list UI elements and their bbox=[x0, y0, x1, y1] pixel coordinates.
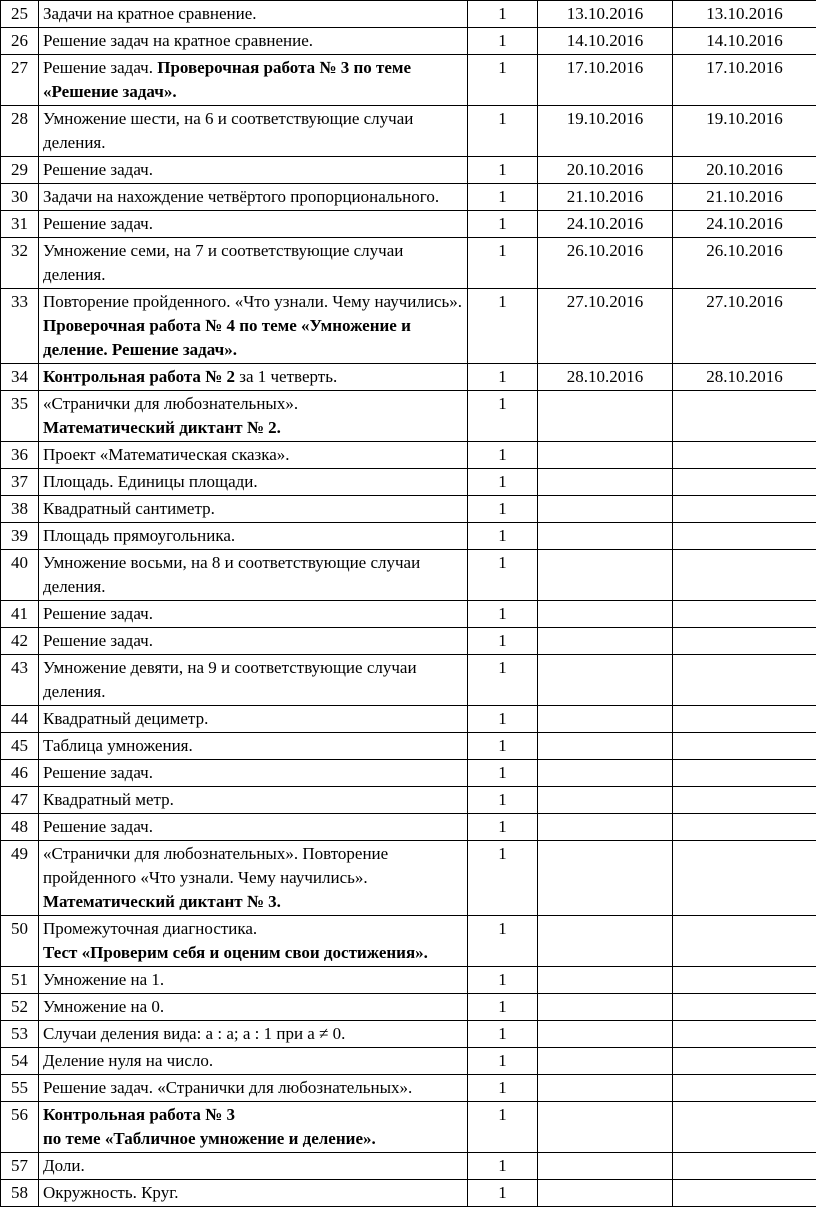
table-row bbox=[1, 1153, 816, 1180]
table-row bbox=[1, 1180, 816, 1207]
topic-text: Квадратный метр. bbox=[43, 790, 174, 809]
actual-date-cell bbox=[673, 496, 816, 523]
table-row bbox=[1, 655, 816, 706]
hours-cell: 1 bbox=[468, 1180, 538, 1207]
row-number-cell: 25 bbox=[1, 1, 39, 28]
topic-cell bbox=[39, 733, 468, 760]
topic-text: «Странички для любознательных». bbox=[43, 394, 299, 413]
planned-date-cell: 14.10.2016 bbox=[538, 28, 673, 55]
topic-cell bbox=[39, 469, 468, 496]
planned-date-cell bbox=[538, 916, 673, 967]
topic-cell bbox=[39, 1, 468, 28]
hours-cell: 1 bbox=[468, 523, 538, 550]
topic-cell bbox=[39, 787, 468, 814]
topic-cell bbox=[39, 28, 468, 55]
topic-cell bbox=[39, 1153, 468, 1180]
actual-date-cell bbox=[673, 994, 816, 1021]
hours-cell: 1 bbox=[468, 655, 538, 706]
actual-date-cell: 24.10.2016 bbox=[673, 211, 816, 238]
planned-date-cell bbox=[538, 655, 673, 706]
hours-cell: 1 bbox=[468, 28, 538, 55]
actual-date-cell bbox=[673, 655, 816, 706]
topic-text: Повторение пройденного. «Что узнали. Чему научились». bbox=[43, 292, 463, 311]
hours-cell: 1 bbox=[468, 1153, 538, 1180]
actual-date-cell bbox=[673, 787, 816, 814]
table-row bbox=[1, 28, 816, 55]
topic-cell bbox=[39, 967, 468, 994]
actual-date-cell: 26.10.2016 bbox=[673, 238, 816, 289]
topic-cell bbox=[39, 289, 468, 364]
topic-text: «Странички для любознательных». Повторение пройденного «Что узнали. Чему научились». bbox=[43, 844, 389, 887]
row-number-cell: 26 bbox=[1, 28, 39, 55]
topic-text: Решение задач. «Странички для любознательных». bbox=[43, 1078, 413, 1097]
table-row bbox=[1, 706, 816, 733]
topic-text-bold: Проверочная работа № 4 по теме «Умножение и деление. Решение задач». bbox=[43, 316, 411, 359]
planned-date-cell bbox=[538, 1180, 673, 1207]
table-row bbox=[1, 1021, 816, 1048]
actual-date-cell bbox=[673, 1180, 816, 1207]
topic-text: Умножение шести, на 6 и соответствующие случаи деления. bbox=[43, 109, 414, 152]
topic-cell bbox=[39, 814, 468, 841]
table-row bbox=[1, 760, 816, 787]
table-row bbox=[1, 364, 816, 391]
actual-date-cell bbox=[673, 601, 816, 628]
row-number-cell: 33 bbox=[1, 289, 39, 364]
row-number-cell: 52 bbox=[1, 994, 39, 1021]
topic-cell bbox=[39, 157, 468, 184]
hours-cell: 1 bbox=[468, 106, 538, 157]
actual-date-cell: 21.10.2016 bbox=[673, 184, 816, 211]
actual-date-cell bbox=[673, 760, 816, 787]
table-row bbox=[1, 496, 816, 523]
planned-date-cell: 24.10.2016 bbox=[538, 211, 673, 238]
actual-date-cell bbox=[673, 916, 816, 967]
planned-date-cell: 19.10.2016 bbox=[538, 106, 673, 157]
topic-text: Деление нуля на число. bbox=[43, 1051, 214, 1070]
actual-date-cell bbox=[673, 550, 816, 601]
planned-date-cell bbox=[538, 523, 673, 550]
topic-text: Решение задач. bbox=[43, 604, 153, 623]
table-row bbox=[1, 523, 816, 550]
row-number-cell: 49 bbox=[1, 841, 39, 916]
planned-date-cell bbox=[538, 550, 673, 601]
actual-date-cell bbox=[673, 1153, 816, 1180]
row-number-cell: 34 bbox=[1, 364, 39, 391]
topic-text: Умножение на 1. bbox=[43, 970, 165, 989]
topic-text: Решение задач. bbox=[43, 214, 153, 233]
topic-cell bbox=[39, 496, 468, 523]
topic-text-bold: Контрольная работа № 3 bbox=[43, 1105, 235, 1124]
planned-date-cell bbox=[538, 967, 673, 994]
topic-cell bbox=[39, 655, 468, 706]
row-number-cell: 45 bbox=[1, 733, 39, 760]
table-row bbox=[1, 601, 816, 628]
hours-cell: 1 bbox=[468, 706, 538, 733]
topic-cell bbox=[39, 523, 468, 550]
topic-text-bold: Математический диктант № 3. bbox=[43, 892, 281, 911]
row-number-cell: 40 bbox=[1, 550, 39, 601]
planned-date-cell bbox=[538, 760, 673, 787]
actual-date-cell: 14.10.2016 bbox=[673, 28, 816, 55]
hours-cell: 1 bbox=[468, 814, 538, 841]
row-number-cell: 51 bbox=[1, 967, 39, 994]
topic-cell bbox=[39, 55, 468, 106]
row-number-cell: 56 bbox=[1, 1102, 39, 1153]
row-number-cell: 29 bbox=[1, 157, 39, 184]
actual-date-cell bbox=[673, 706, 816, 733]
planned-date-cell bbox=[538, 496, 673, 523]
topic-text: Решение задач. bbox=[43, 763, 153, 782]
topic-cell bbox=[39, 442, 468, 469]
planned-date-cell bbox=[538, 628, 673, 655]
topic-text-bold: Тест «Проверим себя и оценим свои достижения». bbox=[43, 943, 428, 962]
row-number-cell: 54 bbox=[1, 1048, 39, 1075]
hours-cell: 1 bbox=[468, 1075, 538, 1102]
hours-cell: 1 bbox=[468, 442, 538, 469]
topic-text: Решение задач. bbox=[43, 817, 153, 836]
hours-cell: 1 bbox=[468, 1048, 538, 1075]
actual-date-cell bbox=[673, 841, 816, 916]
actual-date-cell bbox=[673, 523, 816, 550]
hours-cell: 1 bbox=[468, 469, 538, 496]
planned-date-cell bbox=[538, 994, 673, 1021]
table-row bbox=[1, 289, 816, 364]
table-row bbox=[1, 157, 816, 184]
actual-date-cell: 28.10.2016 bbox=[673, 364, 816, 391]
topic-text: Проект «Математическая сказка». bbox=[43, 445, 290, 464]
table-row bbox=[1, 787, 816, 814]
topic-text: Площадь. Единицы площади. bbox=[43, 472, 258, 491]
row-number-cell: 42 bbox=[1, 628, 39, 655]
planned-date-cell bbox=[538, 1021, 673, 1048]
lesson-plan-table-body bbox=[1, 1, 816, 1207]
topic-text: Доли. bbox=[43, 1156, 85, 1175]
topic-text-bold: Контрольная работа № 2 bbox=[43, 367, 235, 386]
table-row bbox=[1, 1102, 816, 1153]
actual-date-cell bbox=[673, 967, 816, 994]
topic-cell bbox=[39, 550, 468, 601]
actual-date-cell bbox=[673, 1102, 816, 1153]
actual-date-cell: 13.10.2016 bbox=[673, 1, 816, 28]
row-number-cell: 46 bbox=[1, 760, 39, 787]
hours-cell: 1 bbox=[468, 1, 538, 28]
topic-cell bbox=[39, 1048, 468, 1075]
row-number-cell: 32 bbox=[1, 238, 39, 289]
row-number-cell: 27 bbox=[1, 55, 39, 106]
topic-text: Квадратный дециметр. bbox=[43, 709, 209, 728]
actual-date-cell: 27.10.2016 bbox=[673, 289, 816, 364]
planned-date-cell bbox=[538, 706, 673, 733]
topic-text: Решение задач на кратное сравнение. bbox=[43, 31, 314, 50]
planned-date-cell: 26.10.2016 bbox=[538, 238, 673, 289]
row-number-cell: 44 bbox=[1, 706, 39, 733]
row-number-cell: 58 bbox=[1, 1180, 39, 1207]
table-row bbox=[1, 967, 816, 994]
table-row bbox=[1, 1048, 816, 1075]
planned-date-cell: 27.10.2016 bbox=[538, 289, 673, 364]
table-row bbox=[1, 238, 816, 289]
planned-date-cell: 13.10.2016 bbox=[538, 1, 673, 28]
topic-text: Таблица умножения. bbox=[43, 736, 193, 755]
planned-date-cell bbox=[538, 1075, 673, 1102]
topic-text: за 1 четверть. bbox=[234, 367, 338, 386]
topic-text: Умножение на 0. bbox=[43, 997, 165, 1016]
topic-text-bold: Математический диктант № 2. bbox=[43, 418, 281, 437]
actual-date-cell bbox=[673, 1048, 816, 1075]
topic-text-bold: Проверочная работа № 3 по теме «Решение задач». bbox=[43, 58, 412, 101]
topic-cell bbox=[39, 1180, 468, 1207]
planned-date-cell: 17.10.2016 bbox=[538, 55, 673, 106]
topic-cell bbox=[39, 391, 468, 442]
hours-cell: 1 bbox=[468, 994, 538, 1021]
planned-date-cell bbox=[538, 442, 673, 469]
topic-text: Промежуточная диагностика. bbox=[43, 919, 258, 938]
hours-cell: 1 bbox=[468, 967, 538, 994]
table-row bbox=[1, 916, 816, 967]
row-number-cell: 38 bbox=[1, 496, 39, 523]
topic-cell bbox=[39, 841, 468, 916]
actual-date-cell: 20.10.2016 bbox=[673, 157, 816, 184]
topic-text: Умножение восьми, на 8 и соответствующие случаи деления. bbox=[43, 553, 421, 596]
topic-cell bbox=[39, 238, 468, 289]
hours-cell: 1 bbox=[468, 550, 538, 601]
topic-text: Решение задач. bbox=[43, 631, 153, 650]
planned-date-cell: 20.10.2016 bbox=[538, 157, 673, 184]
topic-cell bbox=[39, 1102, 468, 1153]
hours-cell: 1 bbox=[468, 760, 538, 787]
topic-text: Решение задач. bbox=[43, 58, 158, 77]
planned-date-cell: 28.10.2016 bbox=[538, 364, 673, 391]
hours-cell: 1 bbox=[468, 916, 538, 967]
topic-cell bbox=[39, 760, 468, 787]
topic-text-bold: по теме «Табличное умножение и деление». bbox=[43, 1129, 376, 1148]
hours-cell: 1 bbox=[468, 628, 538, 655]
hours-cell: 1 bbox=[468, 733, 538, 760]
row-number-cell: 35 bbox=[1, 391, 39, 442]
hours-cell: 1 bbox=[468, 496, 538, 523]
table-row bbox=[1, 550, 816, 601]
planned-date-cell bbox=[538, 1102, 673, 1153]
topic-cell bbox=[39, 364, 468, 391]
table-row bbox=[1, 628, 816, 655]
row-number-cell: 55 bbox=[1, 1075, 39, 1102]
topic-text: Умножение семи, на 7 и соответствующие случаи деления. bbox=[43, 241, 404, 284]
topic-text: Окружность. Круг. bbox=[43, 1183, 179, 1202]
topic-text: Задачи на нахождение четвёртого пропорционального. bbox=[43, 187, 440, 206]
topic-cell bbox=[39, 211, 468, 238]
planned-date-cell bbox=[538, 814, 673, 841]
topic-cell bbox=[39, 706, 468, 733]
topic-cell bbox=[39, 628, 468, 655]
planned-date-cell bbox=[538, 841, 673, 916]
row-number-cell: 31 bbox=[1, 211, 39, 238]
topic-text: Квадратный сантиметр. bbox=[43, 499, 215, 518]
topic-cell bbox=[39, 916, 468, 967]
row-number-cell: 36 bbox=[1, 442, 39, 469]
planned-date-cell: 21.10.2016 bbox=[538, 184, 673, 211]
table-row bbox=[1, 442, 816, 469]
actual-date-cell bbox=[673, 442, 816, 469]
row-number-cell: 43 bbox=[1, 655, 39, 706]
hours-cell: 1 bbox=[468, 1102, 538, 1153]
hours-cell: 1 bbox=[468, 364, 538, 391]
table-row bbox=[1, 55, 816, 106]
row-number-cell: 30 bbox=[1, 184, 39, 211]
row-number-cell: 41 bbox=[1, 601, 39, 628]
hours-cell: 1 bbox=[468, 787, 538, 814]
row-number-cell: 50 bbox=[1, 916, 39, 967]
actual-date-cell bbox=[673, 391, 816, 442]
row-number-cell: 57 bbox=[1, 1153, 39, 1180]
row-number-cell: 28 bbox=[1, 106, 39, 157]
planned-date-cell bbox=[538, 787, 673, 814]
hours-cell: 1 bbox=[468, 601, 538, 628]
hours-cell: 1 bbox=[468, 391, 538, 442]
actual-date-cell bbox=[673, 814, 816, 841]
row-number-cell: 48 bbox=[1, 814, 39, 841]
table-row bbox=[1, 814, 816, 841]
actual-date-cell bbox=[673, 628, 816, 655]
actual-date-cell bbox=[673, 1075, 816, 1102]
topic-text: Решение задач. bbox=[43, 160, 153, 179]
planned-date-cell bbox=[538, 1153, 673, 1180]
planned-date-cell bbox=[538, 1048, 673, 1075]
topic-text: Площадь прямоугольника. bbox=[43, 526, 236, 545]
actual-date-cell bbox=[673, 733, 816, 760]
row-number-cell: 47 bbox=[1, 787, 39, 814]
topic-cell bbox=[39, 184, 468, 211]
planned-date-cell bbox=[538, 601, 673, 628]
topic-cell bbox=[39, 1021, 468, 1048]
table-row bbox=[1, 391, 816, 442]
hours-cell: 1 bbox=[468, 211, 538, 238]
topic-cell bbox=[39, 1075, 468, 1102]
table-row bbox=[1, 1, 816, 28]
table-row bbox=[1, 994, 816, 1021]
planned-date-cell bbox=[538, 733, 673, 760]
actual-date-cell bbox=[673, 1021, 816, 1048]
table-row bbox=[1, 184, 816, 211]
hours-cell: 1 bbox=[468, 841, 538, 916]
row-number-cell: 37 bbox=[1, 469, 39, 496]
table-row bbox=[1, 841, 816, 916]
hours-cell: 1 bbox=[468, 184, 538, 211]
hours-cell: 1 bbox=[468, 55, 538, 106]
actual-date-cell bbox=[673, 469, 816, 496]
topic-text: Случаи деления вида: а : а; а : 1 при а ≠ 0. bbox=[43, 1024, 346, 1043]
row-number-cell: 53 bbox=[1, 1021, 39, 1048]
hours-cell: 1 bbox=[468, 289, 538, 364]
planned-date-cell bbox=[538, 469, 673, 496]
row-number-cell: 39 bbox=[1, 523, 39, 550]
topic-text: Умножение девяти, на 9 и соответствующие случаи деления. bbox=[43, 658, 417, 701]
hours-cell: 1 bbox=[468, 1021, 538, 1048]
topic-text: Задачи на кратное сравнение. bbox=[43, 4, 257, 23]
table-row bbox=[1, 1075, 816, 1102]
hours-cell: 1 bbox=[468, 157, 538, 184]
hours-cell: 1 bbox=[468, 238, 538, 289]
table-row bbox=[1, 106, 816, 157]
topic-cell bbox=[39, 994, 468, 1021]
planned-date-cell bbox=[538, 391, 673, 442]
actual-date-cell: 17.10.2016 bbox=[673, 55, 816, 106]
actual-date-cell: 19.10.2016 bbox=[673, 106, 816, 157]
table-row bbox=[1, 733, 816, 760]
table-row bbox=[1, 211, 816, 238]
topic-cell bbox=[39, 601, 468, 628]
topic-cell bbox=[39, 106, 468, 157]
table-row bbox=[1, 469, 816, 496]
